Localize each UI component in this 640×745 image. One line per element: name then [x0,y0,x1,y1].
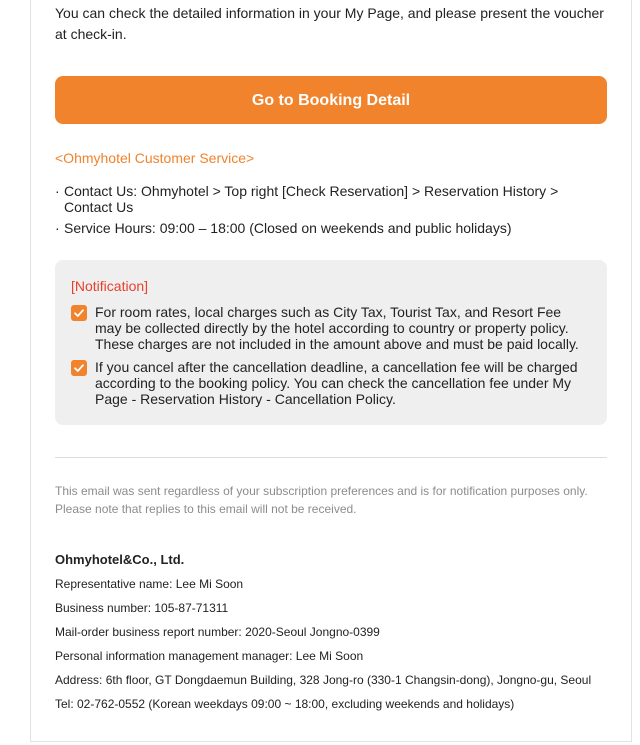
cancellation-notice-text: If you cancel after the cancellation deadline, a cancellation fee will be charged according to the booking policy. You can check the cancellation fee under My Page - Reservation History - Cancellation Policy. [95,359,578,407]
disclaimer-text: This email was sent regardless of your subscription preferences and is for notification purposes only. Please note that replies to this email will not be received. [55,484,588,516]
business-number-line: Business number: 105-87-71311 [55,601,229,615]
company-name: Ohmyhotel&Co., Ltd. [55,552,185,567]
intro-text: You can check the detailed information in your My Page, and please present the voucher at check-in. [55,5,604,42]
list-item [55,220,575,236]
mail-order-line: Mail-order business report number: 2020-Seoul Jongno-0399 [55,625,380,639]
notification-item [71,359,591,407]
privacy-manager-line: Personal information management manager: Lee Mi Soon [55,649,364,663]
company-info-list [55,576,625,720]
notification-title: [Notification] [71,278,149,294]
bullet-dot: · [55,220,60,236]
representative-line: Representative name: Lee Mi Soon [55,577,244,591]
booking-detail-button[interactable]: Go to Booking Detail [55,76,607,124]
check-icon [71,360,87,376]
notification-box [55,260,607,425]
divider [55,457,607,458]
customer-service-list [55,183,575,241]
address-line: Address: 6th floor, GT Dongdaemun Building, 328 Jong-ro (330-1 Changsin-dong), Jongno-gu, Seoul [55,673,592,687]
room-rate-notice-text: For room rates, local charges such as City Tax, Tourist Tax, and Resort Fee may be collected directly by the hotel according to country or property policy. These charges are not included in the amount above and must be paid locally. [95,304,579,352]
contact-us-text: Contact Us: Ohmyhotel > Top right [Check Reservation] > Reservation History > Contact Us [64,183,559,215]
check-icon [71,305,87,321]
bullet-dot: · [55,183,60,199]
tel-line: Tel: 02-762-0552 (Korean weekdays 09:00 ~ 18:00, excluding weekends and holidays) [55,697,515,711]
notification-item [71,304,591,352]
list-item [55,183,575,215]
customer-service-title: <Ohmyhotel Customer Service> [55,150,255,166]
service-hours-text: Service Hours: 09:00 – 18:00 (Closed on weekends and public holidays) [64,220,512,236]
